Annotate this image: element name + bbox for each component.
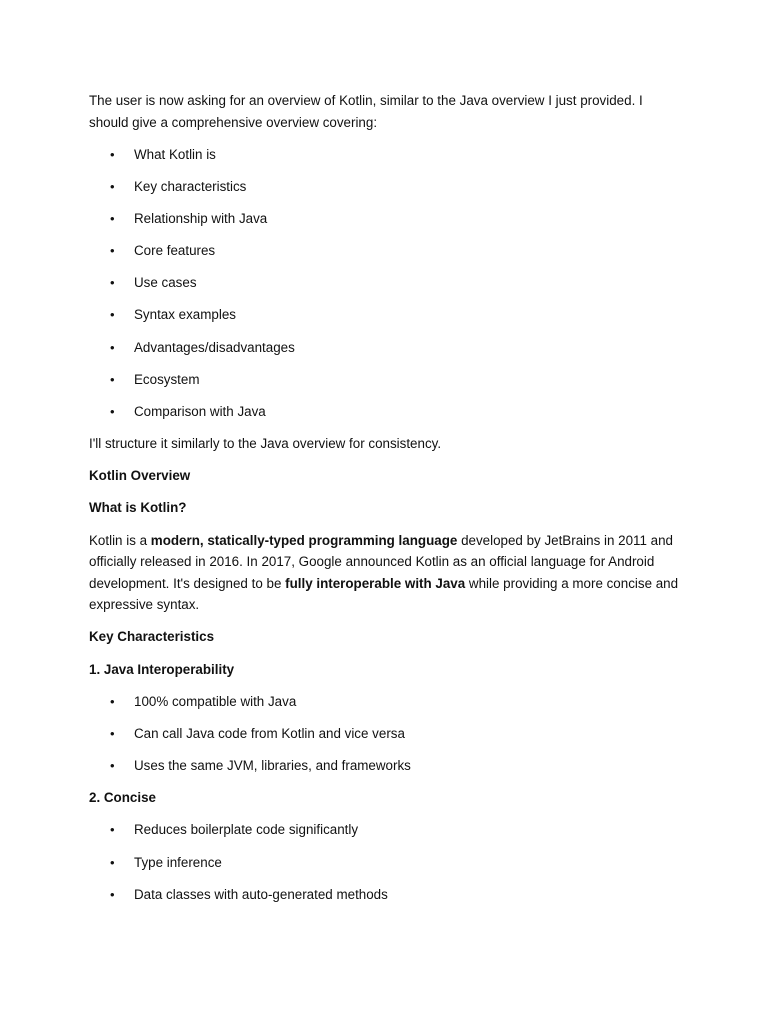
list-item: • Key characteristics [89,176,679,198]
list-item: • Relationship with Java [89,208,679,230]
section-list [89,819,679,905]
section-heading: 1. Java Interoperability [89,661,235,677]
list-item: • Ecosystem [89,369,679,391]
bold-run: fully interoperable with Java [285,575,466,591]
list-item: • Core features [89,240,679,262]
list-item: • Data classes with auto-generated methods [89,884,679,906]
list-item: • What Kotlin is [89,144,679,166]
list-item: • Uses the same JVM, libraries, and frameworks [89,755,679,777]
bold-run: modern, statically-typed programming language [150,532,458,548]
intro-paragraph: The user is now asking for an overview of Kotlin, similar to the Java overview I just provided. I should give a comprehensive overview covering: [89,93,643,130]
list-item: • Advantages/disadvantages [89,337,679,359]
list-item: • Syntax examples [89,304,679,326]
text-run: developed by JetBrains in 2011 and officially released in 2016. In 2017, Google announced Kotlin as an official language for Android development. It's designed to be [89,532,673,591]
text-run: while providing a more concise and expressive syntax. [89,575,679,613]
what-is-kotlin-heading: What is Kotlin? [89,500,187,516]
what-is-kotlin-paragraph [89,530,679,616]
section-list [89,691,679,777]
structure-note: I'll structure it similarly to the Java overview for consistency. [89,435,442,451]
list-item: • Use cases [89,272,679,294]
list-item: • Can call Java code from Kotlin and vice versa [89,723,679,745]
list-item: • Type inference [89,852,679,874]
key-characteristics-heading: Key Characteristics [89,629,215,645]
list-item: • Reduces boilerplate code significantly [89,819,679,841]
list-item: • 100% compatible with Java [89,691,679,713]
text-run: Kotlin is a [89,532,151,548]
section-heading: 2. Concise [89,790,156,806]
plan-list [89,144,679,422]
list-item: • Comparison with Java [89,401,679,423]
document-title: Kotlin Overview [89,468,191,484]
